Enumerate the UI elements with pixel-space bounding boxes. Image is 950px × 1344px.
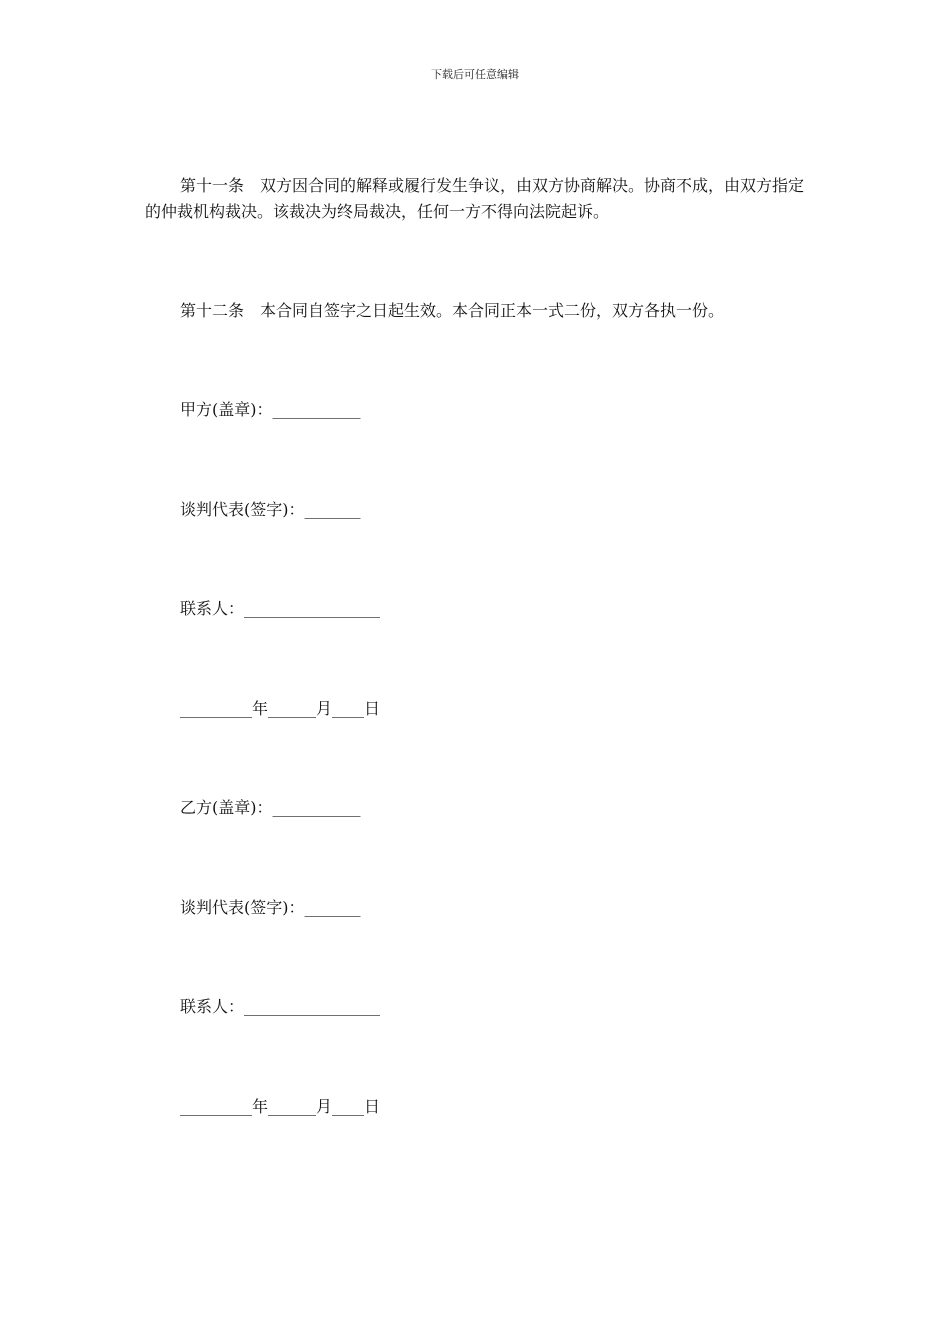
party-b-contact-line: 联系人：_________________ (180, 997, 381, 1016)
clause-12: 第十二条 本合同自签字之日起生效。本合同正本一式二份，双方各执一份。 (180, 301, 725, 320)
party-a-date-line: _________年______月____日 (180, 699, 381, 718)
page-header: 下载后可任意编辑 (431, 68, 519, 81)
party-b-representative-line: 谈判代表(签字)：_______ (180, 898, 361, 917)
party-b-seal-line: 乙方(盖章)：___________ (180, 798, 361, 817)
party-a-contact-line: 联系人：_________________ (180, 599, 381, 618)
clause-11: 第十一条 双方因合同的解释或履行发生争议，由双方协商解决。协商不成，由双方指定的仲裁机构裁决。该裁决为终局裁决，任何一方不得向法院起诉。 (145, 176, 805, 221)
party-a-seal-line: 甲方(盖章)：___________ (180, 400, 361, 419)
party-b-date-line: _________年______月____日 (180, 1097, 381, 1116)
party-a-representative-line: 谈判代表(签字)：_______ (180, 500, 361, 519)
